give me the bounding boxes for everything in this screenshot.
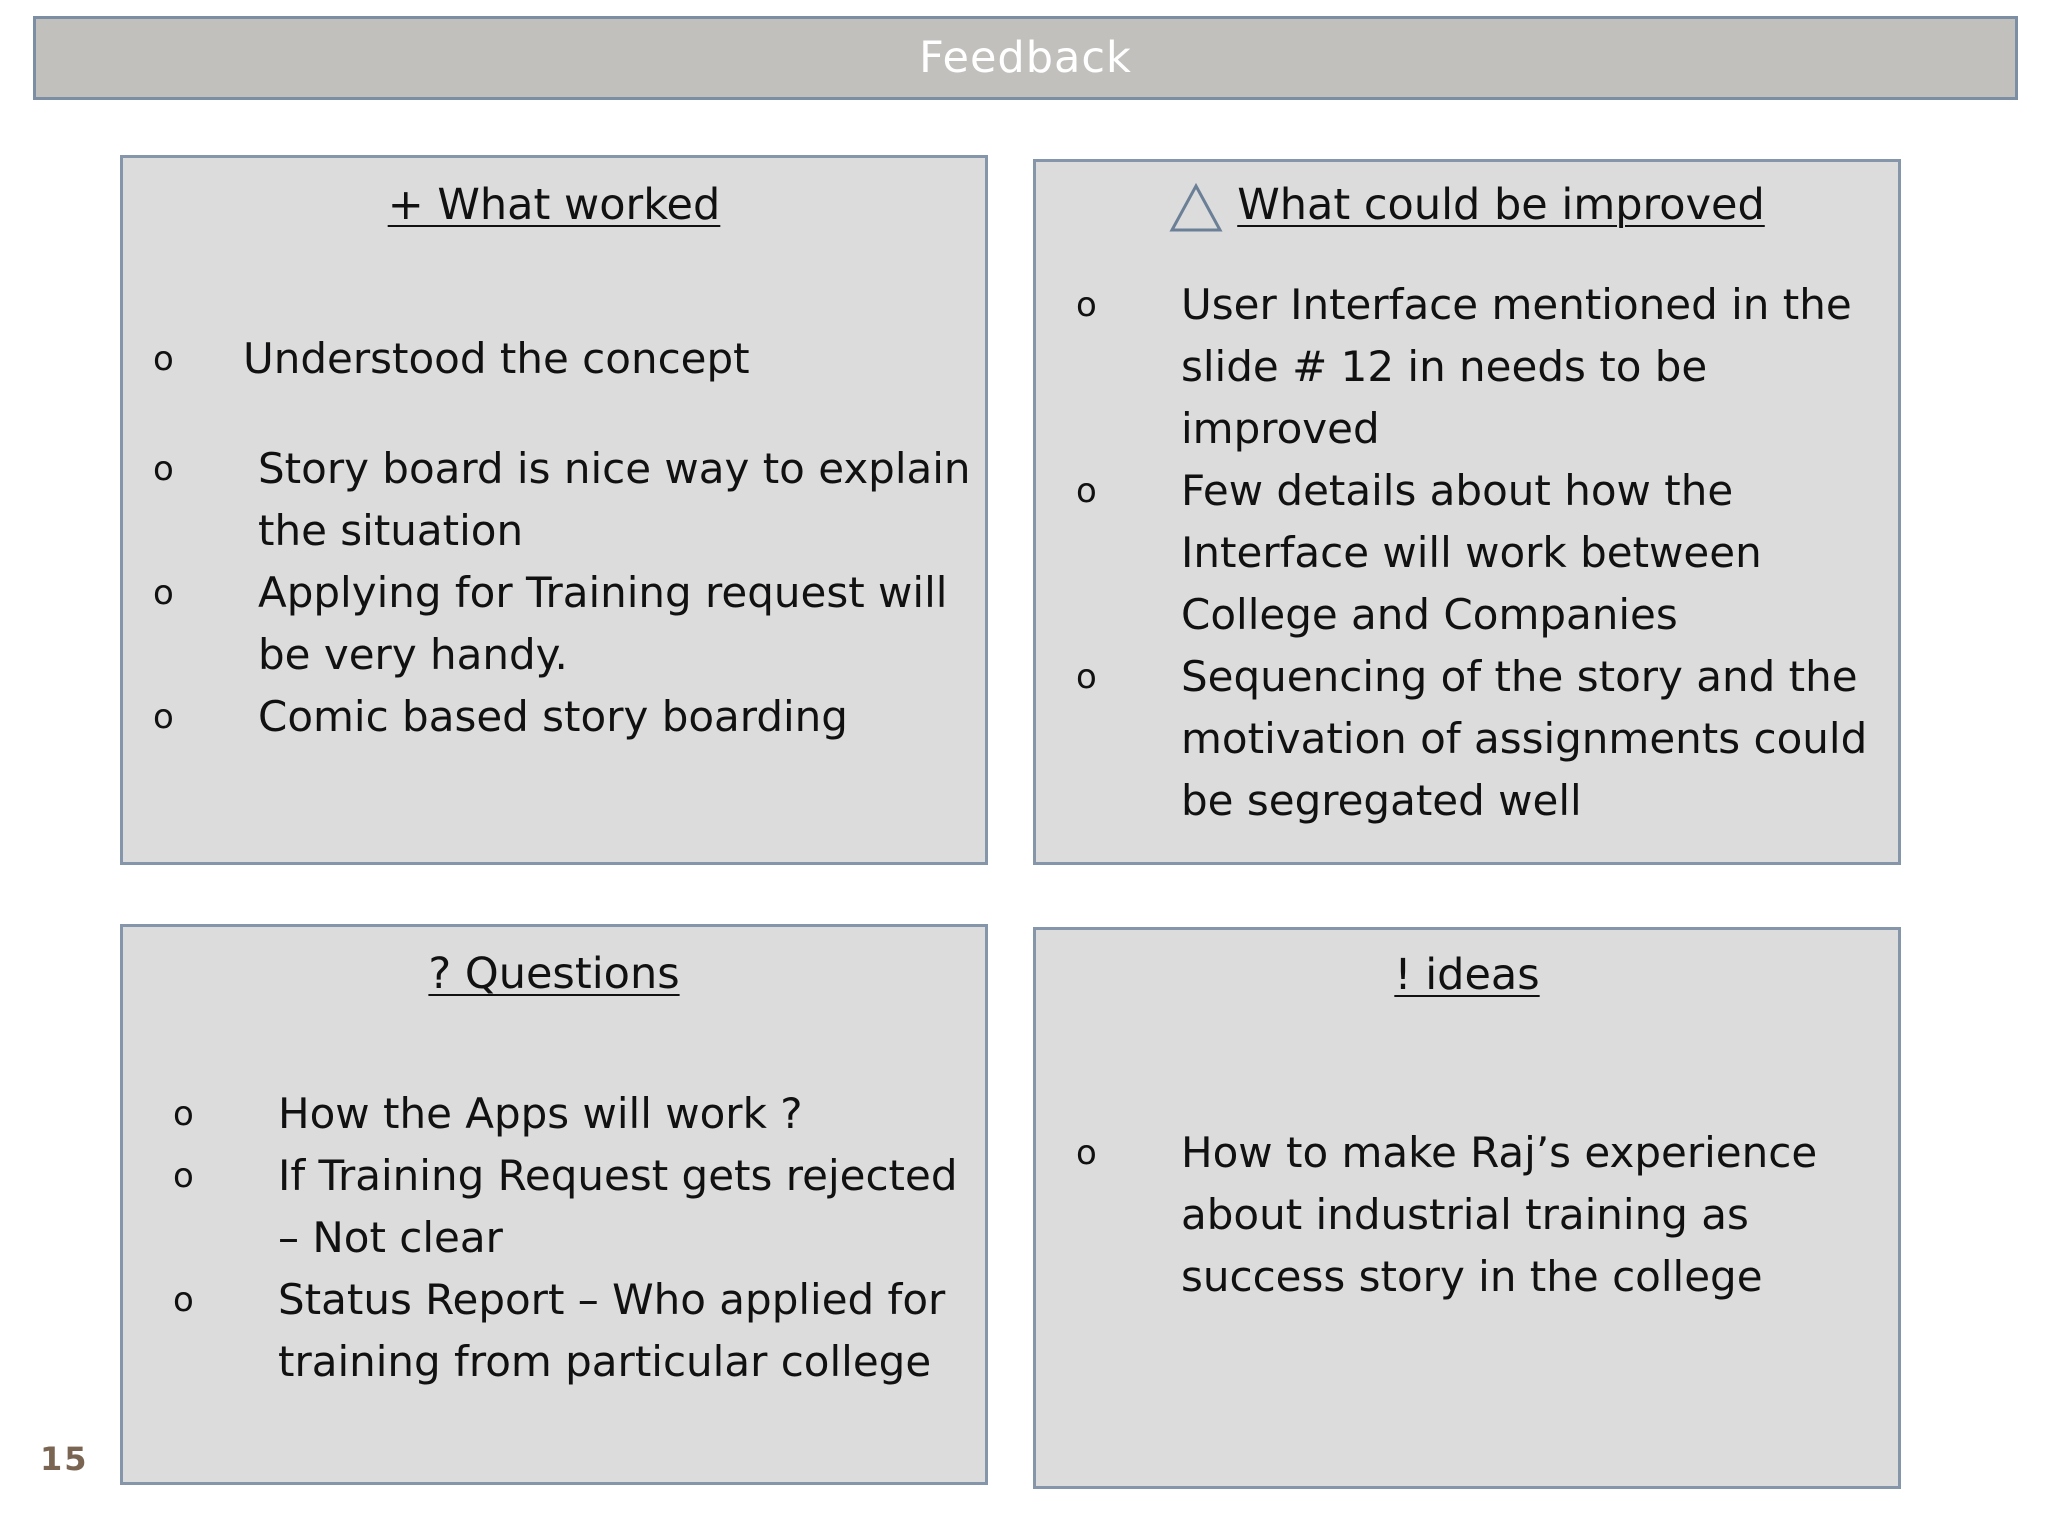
- bullet-icon: o: [1076, 471, 1097, 511]
- slide-title-bar: [33, 16, 2018, 100]
- list-item-text: Understood the concept: [243, 334, 750, 383]
- questions-list: [173, 1083, 973, 1393]
- list-item-text: Sequencing of the story and the motivation of assignments could be segregated well: [1181, 652, 1868, 825]
- bullet-icon: o: [153, 339, 174, 379]
- slide-title: Feedback: [919, 33, 1132, 83]
- list-item-text: How the Apps will work ?: [278, 1089, 803, 1138]
- list-item: [173, 1145, 973, 1269]
- panel-heading-questions: ? Questions: [428, 949, 680, 999]
- list-item: [173, 1269, 973, 1393]
- list-item-text: Story board is nice way to explain the situation: [258, 444, 971, 555]
- what-worked-list: [153, 328, 973, 748]
- ideas-list: [1076, 1122, 1896, 1308]
- what-could-be-improved-list: [1076, 274, 1876, 832]
- list-item: [153, 562, 973, 686]
- panel-heading-ideas: ! ideas: [1394, 950, 1540, 1000]
- panel-heading-text: What could be improved: [1237, 180, 1765, 230]
- bullet-icon: o: [173, 1156, 194, 1196]
- panel-heading-what-worked: + What worked: [387, 180, 721, 230]
- bullet-icon: o: [1076, 657, 1097, 697]
- list-item: [173, 1083, 973, 1145]
- list-item: [1076, 646, 1876, 832]
- list-item: [153, 686, 973, 748]
- list-item: [1076, 274, 1876, 460]
- list-item: [153, 328, 973, 390]
- list-item-text: Comic based story boarding: [258, 692, 848, 741]
- list-item: [1076, 460, 1876, 646]
- panel-what-worked: [120, 155, 988, 865]
- list-item-text: If Training Request gets rejected – Not clear: [278, 1151, 958, 1262]
- panel-questions: [120, 924, 988, 1485]
- list-item-text: Status Report – Who applied for training from particular college: [278, 1275, 946, 1386]
- list-item: [1076, 1122, 1896, 1308]
- panel-heading-what-could-be-improved: [1036, 180, 1898, 233]
- panel-ideas: [1033, 927, 1901, 1489]
- list-item: [153, 438, 973, 562]
- list-item-text: User Interface mentioned in the slide # 12 in needs to be improved: [1181, 280, 1852, 453]
- list-item-text: Few details about how the Interface will work between College and Companies: [1181, 466, 1762, 639]
- list-item-text: Applying for Training request will be very handy.: [258, 568, 948, 679]
- bullet-icon: o: [153, 573, 174, 613]
- bullet-icon: o: [153, 697, 174, 737]
- bullet-icon: o: [1076, 1133, 1097, 1173]
- panel-what-could-be-improved: [1033, 159, 1901, 865]
- list-item-text: How to make Raj’s experience about industrial training as success story in the college: [1181, 1128, 1818, 1301]
- delta-triangle-icon: [1169, 183, 1223, 233]
- bullet-icon: o: [173, 1094, 194, 1134]
- bullet-icon: o: [1076, 285, 1097, 325]
- bullet-icon: o: [173, 1280, 194, 1320]
- bullet-icon: o: [153, 449, 174, 489]
- page-number: 15: [40, 1440, 89, 1478]
